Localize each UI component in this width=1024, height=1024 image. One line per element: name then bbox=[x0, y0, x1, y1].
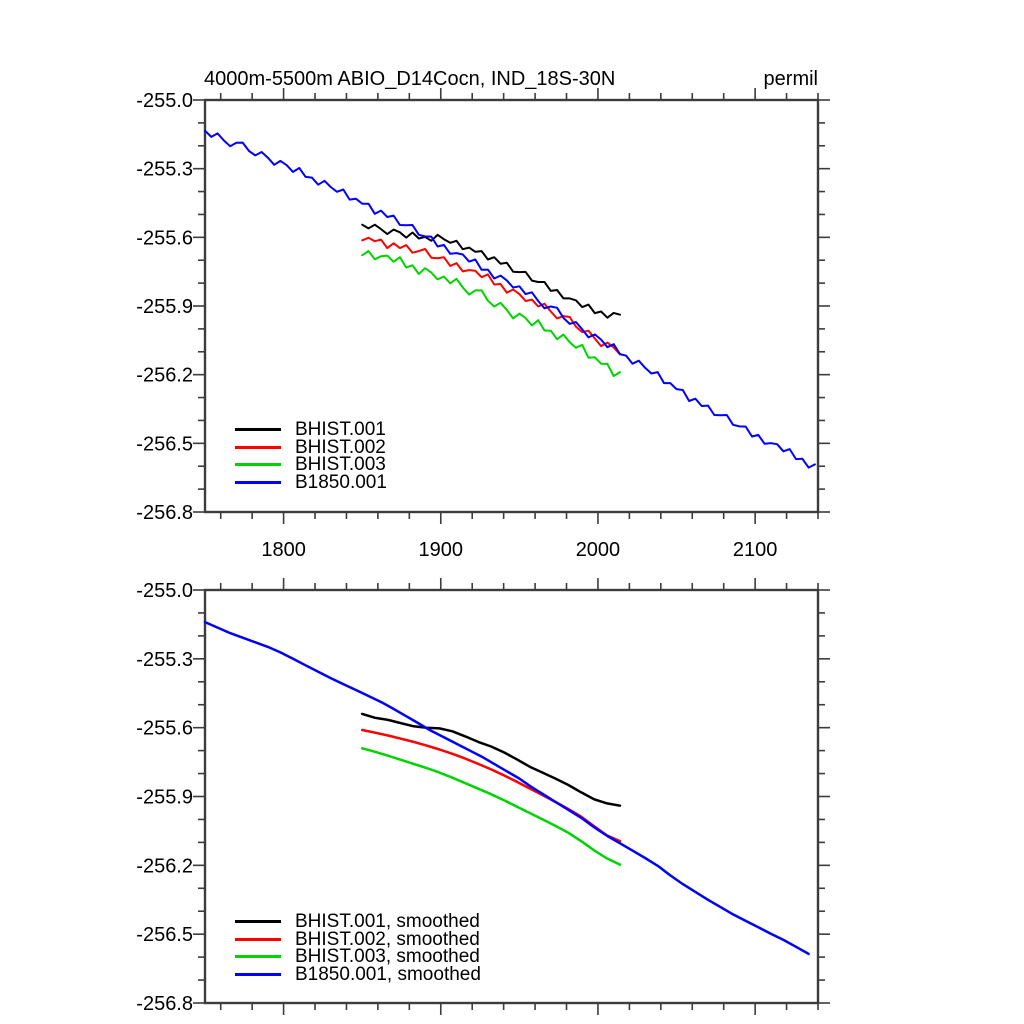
y-tick-label: -256.2 bbox=[136, 855, 193, 878]
legend-bottom bbox=[235, 913, 481, 983]
legend-item bbox=[235, 421, 387, 439]
legend-line-swatch-bhist-001 bbox=[235, 428, 281, 431]
legend-item bbox=[235, 471, 387, 493]
legend-line-swatch-bhist-002-smoothed bbox=[235, 938, 281, 941]
x-tick-label: 1800 bbox=[261, 539, 306, 561]
y-tick-label: -255.0 bbox=[136, 580, 193, 602]
legend-item bbox=[235, 948, 481, 966]
series-bhist-002 bbox=[362, 238, 620, 355]
legend-label-b1850-001: B1850.001 bbox=[295, 471, 387, 493]
legend-line-swatch-b1850-001 bbox=[235, 481, 281, 484]
legend-label-bhist-002: BHIST.002 bbox=[295, 436, 386, 458]
y-tick-label: -255.3 bbox=[136, 158, 193, 181]
legend-line-swatch-bhist-001-smoothed bbox=[235, 920, 281, 923]
y-tick-label: -256.8 bbox=[136, 993, 193, 1015]
legend-item bbox=[235, 963, 481, 985]
legend-line-swatch-b1850-001-smoothed bbox=[235, 973, 281, 976]
series-bhist-003-smoothed bbox=[362, 748, 620, 864]
x-tick-label: 2000 bbox=[575, 539, 621, 561]
legend-line-swatch-bhist-002 bbox=[235, 446, 281, 449]
y-tick-label: -255.6 bbox=[136, 717, 193, 740]
y-tick-label: -256.5 bbox=[136, 924, 193, 947]
legend-label-bhist-001-smoothed: BHIST.001, smoothed bbox=[295, 911, 480, 932]
series-bhist-003 bbox=[362, 251, 620, 376]
legend-label-bhist-002-smoothed: BHIST.002, smoothed bbox=[295, 928, 480, 950]
y-tick-label: -255.3 bbox=[136, 648, 193, 671]
y-tick-label: -256.5 bbox=[136, 433, 193, 456]
y-tick-label: -255.0 bbox=[136, 90, 193, 112]
x-tick-label: 1900 bbox=[418, 539, 464, 561]
legend-label-b1850-001-smoothed: B1850.001, smoothed bbox=[295, 963, 481, 985]
legend-item bbox=[235, 913, 481, 931]
y-tick-label: -256.8 bbox=[136, 502, 193, 524]
legend-label-bhist-003-smoothed: BHIST.003, smoothed bbox=[295, 946, 480, 967]
y-tick-label: -255.9 bbox=[136, 786, 193, 809]
series-b1850-001-smoothed bbox=[205, 622, 809, 954]
x-tick-label: 2100 bbox=[732, 539, 778, 561]
legend-item bbox=[235, 456, 387, 474]
legend-line-swatch-bhist-003 bbox=[235, 463, 281, 466]
y-tick-label: -256.2 bbox=[136, 364, 193, 387]
y-tick-label: -255.6 bbox=[136, 227, 193, 250]
units-label: permil bbox=[763, 68, 818, 90]
y-tick-label: -255.9 bbox=[136, 296, 193, 318]
legend-label-bhist-003: BHIST.003 bbox=[295, 454, 386, 475]
series-b1850-001 bbox=[205, 131, 815, 468]
legend-label-bhist-001: BHIST.001 bbox=[295, 419, 386, 440]
legend-top bbox=[235, 421, 387, 491]
chart-title: 4000m-5500m ABIO_D14Cocn, IND_18S-30N bbox=[204, 68, 616, 90]
legend-line-swatch-bhist-003-smoothed bbox=[235, 955, 281, 958]
